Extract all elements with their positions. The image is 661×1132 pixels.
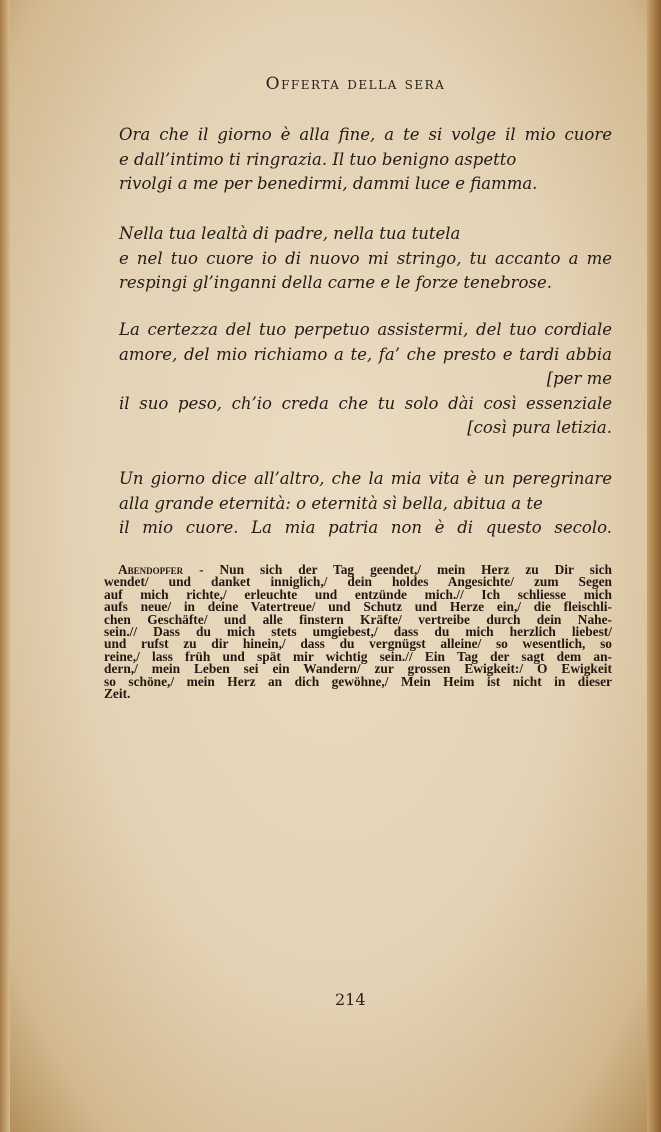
verse-line: il suo peso, ch’io creda che tu solo dài così essenziale — [119, 393, 612, 413]
stanza-1 — [119, 123, 612, 197]
page-title: Offerta della sera — [265, 74, 446, 94]
page-right-edge — [647, 0, 661, 1132]
footnote-line: aufs neue/ in deine Vatertreue/ und Schutz und Herze ein,/ die fleischli- — [104, 599, 612, 615]
footnote-line: chen Geschäfte/ und alle finstern Kräfte/ vertreibe durch dein Nahe- — [104, 611, 612, 627]
footnote-heading: Abendopfer — [118, 562, 184, 577]
verse-line: rivolgi a me per benedirmi, dammi luce e fiamma. — [119, 174, 538, 194]
footnote-line: so schöne,/ mein Herz an dich gewöhne,/ Mein Heim ist nicht in dieser — [104, 673, 612, 689]
page-number: 214 — [335, 990, 366, 1009]
footnote-line: sein.// Dass du mich stets umgiebest,/ dass du mich herzlich liebest/ — [104, 623, 612, 639]
footnote-line: auf mich richte,/ erleuchte und entzünde mich.// Ich schliesse mich — [104, 586, 612, 602]
stanza-4 — [119, 467, 612, 541]
verse-line: [per me — [546, 369, 612, 389]
stanza-2 — [119, 222, 612, 296]
footnote-line: Zeit. — [104, 685, 131, 701]
footnote-line: wendet/ und danket inniglich,/ dein holdes Angesichte/ zum Segen — [104, 574, 612, 590]
footnote-line: reine,/ lass früh und spät mir wichtig sein.// Ein Tag der sagt dem an- — [104, 648, 612, 664]
footnote-line: dern,/ mein Leben sei ein Wandern/ zur grossen Ewigkeit:/ O Ewigkeit — [104, 661, 612, 677]
verse-line: il mio cuore. La mia patria non è di questo secolo. — [119, 518, 612, 538]
verse-line: La certezza del tuo perpetuo assistermi, del tuo cordiale — [119, 320, 612, 339]
verse-line: amore, del mio richiamo a te, fa’ che presto e tardi abbia — [119, 344, 612, 364]
verse-line: e nel tuo cuore io di nuovo mi stringo, tu accanto a me — [119, 248, 612, 268]
footnote — [104, 564, 612, 700]
footnote-line: und rufst zu dir hinein,/ dass du vergnügst alleine/ so wesentlich, so — [104, 636, 612, 652]
verse-line: [così pura letizia. — [467, 418, 612, 438]
footnote-text: - Nun sich der Tag geendet,/ mein Herz zu Dir sich — [183, 562, 612, 577]
verse-line: e dall’intimo ti ringrazia. Il tuo benigno aspetto — [119, 149, 517, 169]
verse-line: alla grande eternità: o eternità sì bella, abitua a te — [119, 493, 543, 513]
verse-line: Ora che il giorno è alla fine, a te si volge il mio cuore — [119, 125, 612, 144]
stanza-3 — [119, 318, 612, 441]
verse-line: Un giorno dice all’altro, che la mia vita è un peregrinare — [119, 469, 612, 488]
verse-line: respingi gl’inganni della carne e le forze tenebrose. — [119, 273, 552, 293]
page-left-edge — [0, 0, 10, 1132]
verse-line: Nella tua lealtà di padre, nella tua tutela — [119, 224, 461, 243]
